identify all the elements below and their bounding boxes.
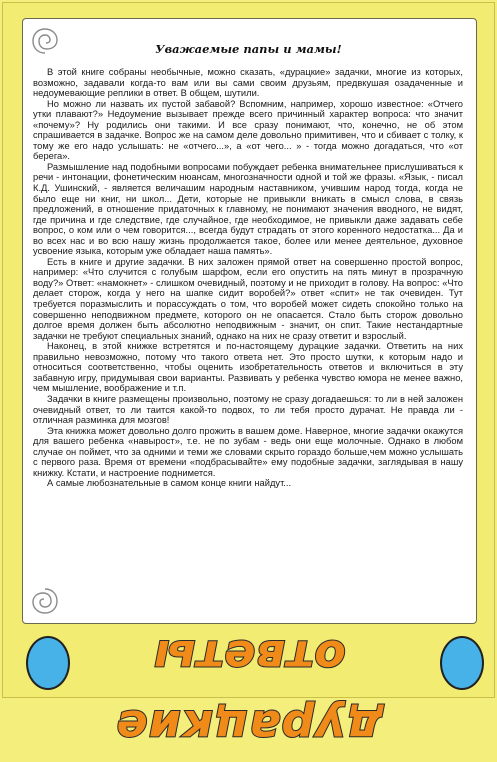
paragraph: Задачки в книге размещены произвольно, поэтому не сразу догадаешься: то ли в ней заложен очевидный ответ, то ли таится какой-то подвох, то ли тебя просто дурачат. Не правда ли - отличная разминка для мозгов!: [33, 393, 463, 426]
paragraph: Эта книжка может довольно долго прожить в вашем доме. Наверное, многие задачки окажутся для вашего ребенка «навырост», т.е. не по зубам - ведь они еще молочные. Однако в любом случае он поймет, что за одними и теми же словами скрыто гораздо больше,чем можно услышать с первого раза. Время от времени «подбрасывайте» ему подобные задачки, заглядывая в нашу книжку. Кстати, и настроение поднимется.: [33, 425, 463, 478]
paragraph: В этой книге собраны необычные, можно сказать, «дурацкие» задачки, многие из которых, возможно, задавали когда-то вам или вы сами своим друзьям, предвкушая озадаченные и недоумевающие реплики в ответ. В общем, шутили.: [33, 67, 463, 99]
paragraph: А самые любознательные в самом конце книги найдут...: [47, 478, 292, 489]
paragraph: Но можно ли назвать их пустой забавой? Вспомним, например, хорошо известное: «Отчего утки плавают?» Недоумение вызывает прежде всего причинный характер вопроса: что значит «почему»? Ну родились они такими. И все сразу понимают, что, конечно, не об этом спрашивается в задачке. Вопрос же на самом деле довольно примитивен, что и сбивает с толку, к тому же его надо услышать: не «отчего...», а «от чего... » - тогда можно догадаться, что «от берега».: [33, 98, 463, 162]
paragraph: Наконец, в этой книжке встретятся и по-настоящему дурацкие задачки. Ответить на них правильно невозможно, потому что такого ответа нет. Это просто шутки, к которым надо и относиться соответственно, чтобы оценить изобретательность ответов и включиться в эту забавную игру, придумывая свои варианты. Развивать у ребенка чувство юмора не менее важно, чем мышление, воображение и т.п.: [33, 341, 463, 394]
page-title: Уважаемые папы и мамы!: [155, 42, 342, 56]
paragraph: Размышление над подобными вопросами побуждает ребенка внимательнее прислушиваться к речи - интонации, фонетическим нюансам, многозначности одной и той же фразы. «Язык, - писал К.Д. Ушинский, - является величашим народным наставником, учившим народ тогда, когда не было еще ни книг, ни школ... Дети, которые не привыкли вникать в смысл слова, в связь предложений, в отношение придаточных к главному, не понимают значения вводного, не видят, где причина и где следствие, где случайное, где необходимое, не привыкли даже задавать себе вопрос, о ком или о чем говорится..., всегда будут страдать от этого коренного недостатка... Да и во всех нас и во всю нашу жизнь продолжается такое, более или менее деятельное, духовное усвоение языка, которым уже обладает наша память».: [33, 161, 463, 257]
paragraph: Есть в книге и другие задачки. В них заложен прямой ответ на совершенно простой вопрос, например: «Что случится с голубым шарфом, если его опустить на пять минут в прозрачную воду?» Ответ: «намокнет» - слишком очевидный, поэтому и не приходит в голову. На вопрос: «Что делает сторож, когда у него на шапке сидит воробей?» ответ «спит» не так очевиден. Тут требуется поразмыслить и порассуждать о том, что воробей может сидеть спокойно только на совершенно неподвижном предмете, которого он не опасается. Стало быть сторож довольно долгое время должен быть абсолютно неподвижным - значит, он спит. Такие нестандартные задачки не требуют специальных знаний, однако на них не сразу ответит и взрослый.: [33, 256, 463, 341]
swirl-ornament-icon: [30, 586, 60, 616]
body-text: [33, 67, 463, 489]
decorative-upside-down-title: дурацкие ответы: [115, 630, 384, 754]
